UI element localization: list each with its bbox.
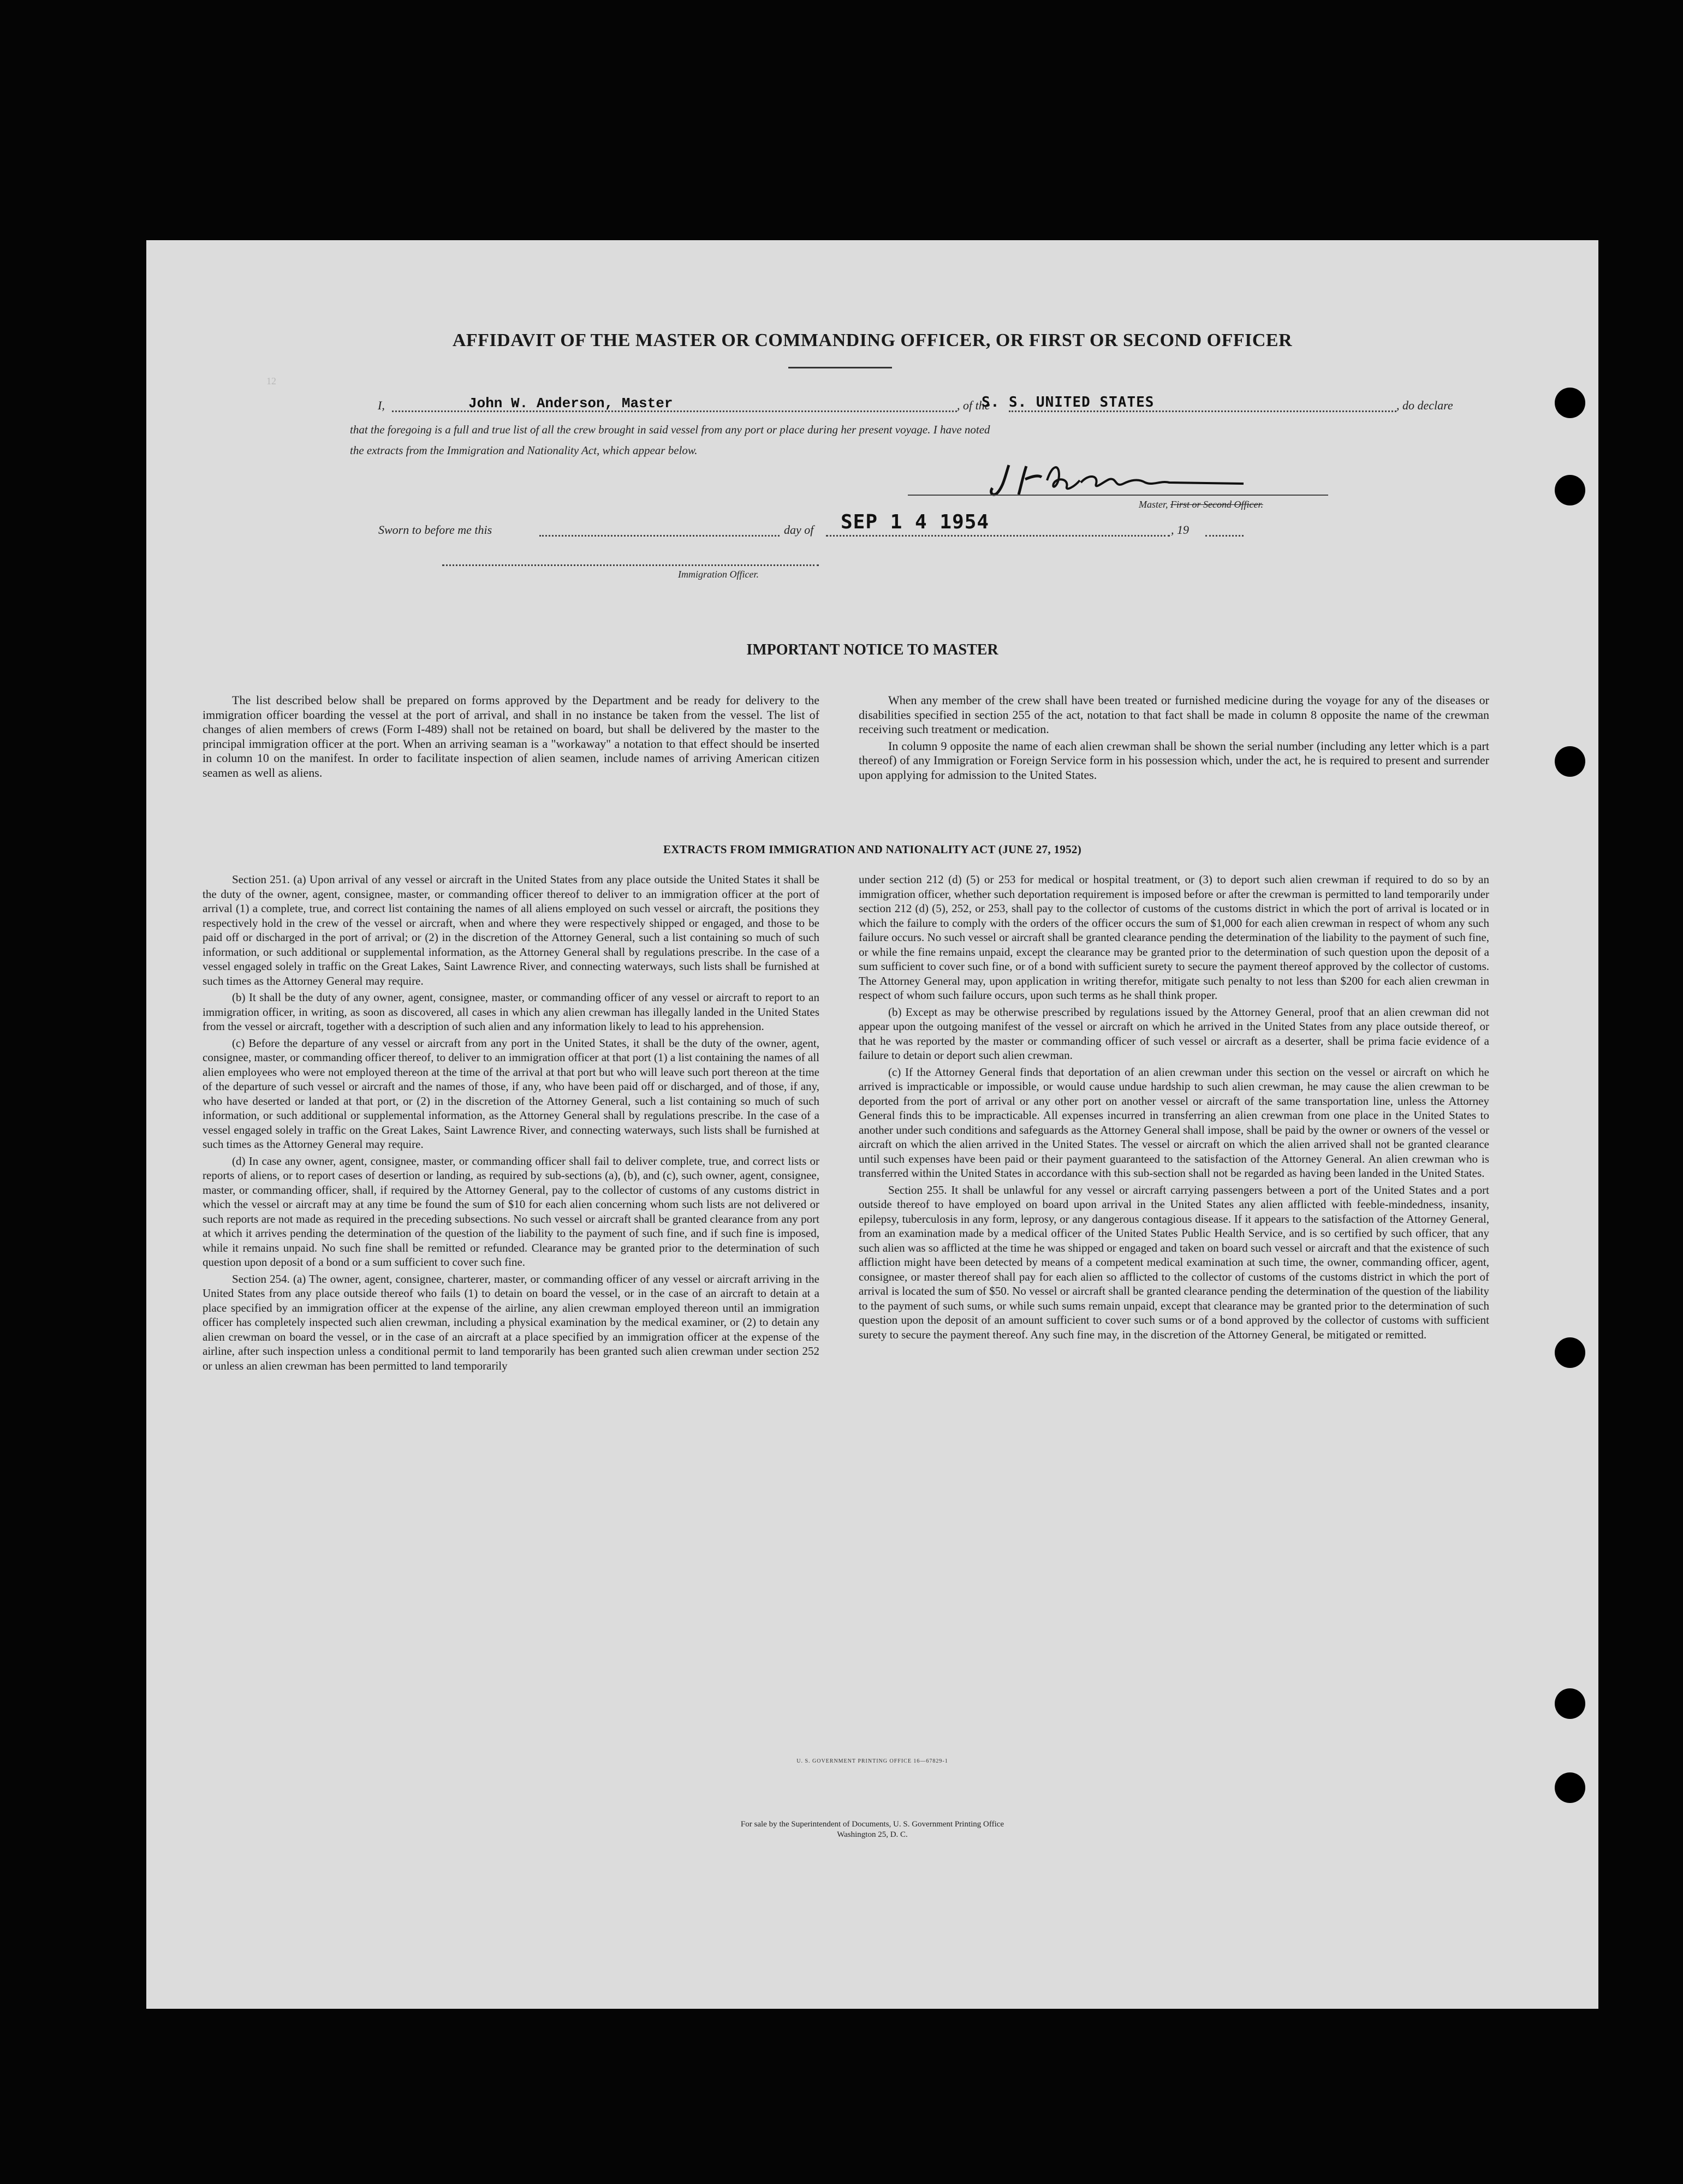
form-title: AFFIDAVIT OF THE MASTER OR COMMANDING OFFICER, OR FIRST OR SECOND OFFICER bbox=[452, 330, 1293, 350]
extract-paragraph: (d) In case any owner, agent, consignee, master, or commanding officer shall fail to deliver complete, true, and correct lists or reports of aliens, or to report cases of desertion or landing, as required by sub-sections (a), (b), and (c), such owner, agent, consignee, master, or commanding officer, shall, if required by the Attorney General, pay to the collector of customs of any customs district in which the vessel or aircraft may at any time be found the sum of $10 for each alien concerning whom such lists are not delivered or such reports are not made as required in the preceding subsections. No such vessel or aircraft shall be granted clearance from any port at which it arrives pending the determination of the question of the liability to the payment of such fine, and if such fine is imposed, while it remains unpaid. No such fine shall be remitted or refunded. Clearance may be granted prior to the determination of such question upon deposit of a bond or a sum sufficient to cover such fine. bbox=[203, 1154, 819, 1269]
extract-paragraph: Section 255. It shall be unlawful for any vessel or aircraft carrying passengers between a port of the United States and a port outside thereof to have employed on board upon arrival in the United States any alien afflicted with feeble-mindedness, insanity, epilepsy, tuberculosis in any form, leprosy, or any dangerous contagious disease. If it appears to the satisfaction of the Attorney General, from an examination made by a medical officer of the United States Public Health Service, and is so certified by such officer, that any such alien was so afflicted at the time he was shipped or engaged and taken on board such vessel or aircraft and that the existence of such affliction might have been detected by means of a competent medical examination at such time, the owner, commanding officer, agent, consignee, or master thereof shall pay for each alien so afflicted to the collector of customs of the customs district in which the port of arrival is located the sum of $50. No vessel or aircraft shall be granted clearance pending the determination of the question of the liability to the payment of such sums, or while such sums remain unpaid, except that clearance may be granted prior to the determination of such question upon the deposit of an amount sufficient to cover such sums or of a bond approved by the collector of customs with sufficient surety to secure the payment thereof. Any such fine may, in the discretion of the Attorney General, be mitigated or remitted. bbox=[859, 1183, 1489, 1341]
sworn-label: Sworn to before me this bbox=[378, 523, 492, 537]
signature-line bbox=[908, 495, 1328, 496]
binder-hole bbox=[1555, 746, 1585, 777]
officer-signature-line bbox=[442, 564, 819, 566]
master-signature bbox=[987, 459, 1271, 502]
vessel-field-value: S. S. UNITED STATES bbox=[982, 394, 1155, 410]
year-line bbox=[1205, 535, 1244, 537]
extract-paragraph: Section 251. (a) Upon arrival of any vessel or aircraft in the United States from any place outside the United States it shall be the duty of the owner, agent, consignee, master, or commanding officer thereof to deliver to an immigration officer at the port of arrival (1) a complete, true, and correct list containing the names of all aliens employed on such vessel or aircraft, the positions they respectively hold in the crew of the vessel or aircraft, when and where they were respectively shipped or engaged, and those to be paid off or discharged in the port of arrival; or (2) in the discretion of the Attorney General, such a list containing so much of such information, or such additional or supplemental information, as the Attorney General shall by regulations prescribe. In the case of a vessel engaged solely in traffic on the Great Lakes, Saint Lawrence River, and connecting waterways, such lists shall be furnished at such times as the Attorney General may require. bbox=[203, 873, 819, 987]
officer-label: Immigration Officer. bbox=[678, 569, 759, 580]
extract-paragraph: Section 254. (a) The owner, agent, consignee, charterer, master, or commanding officer of any vessel or aircraft arriving in the United States from any place outside thereof who fails (1) to detain on board the vessel, or in the case of an aircraft to detain at a place specified by an immigration officer at the expense of the airline, any alien crewman employed thereon until an immigration officer has completely inspected such alien crewman, including a physical examination by the medical examiner, or (2) to detain any alien crewman on board the vessel, or in the case of an aircraft at a place specified by an immigration officer at the expense of the airline, after such inspection unless a conditional permit to land temporarily has been granted such alien crewman under section 252 or unless an alien crewman has been permitted to land temporarily bbox=[203, 1272, 819, 1372]
extract-paragraph: (c) Before the departure of any vessel or aircraft from any port in the United States, it shall be the duty of the owner, agent, consignee, master, or commanding officer thereof, to deliver to an immigration officer at that port (1) a list containing the names of all alien employees who were not employed thereon at the time of the arrival at that port but who will leave such port thereon at the time of the departure of such vessel or aircraft and the names of those, if any, who have been paid off or discharged, and of those, if any, who have deserted or landed at that port, or (2) in the discretion of the Attorney General, such a list containing so much of such information, or such additional or supplemental information, as the Attorney General shall by regulations prescribe. In the case of a vessel engaged solely in traffic on the Great Lakes, Saint Lawrence River, and connecting waterways, such lists shall be furnished at such times as the Attorney General may require. bbox=[203, 1036, 819, 1151]
title-rule bbox=[788, 367, 892, 368]
year-prefix: , 19 bbox=[1171, 523, 1189, 537]
extract-paragraph: (b) Except as may be otherwise prescribed by regulations issued by the Attorney General, proof that an alien crewman did not appear upon the outgoing manifest of the vessel or aircraft on which he arrived in the United States from any place outside thereof, or that he was reported by the master or commanding officer of such vessel or aircraft as a deserter, shall be prima facie evidence of a failure to detain or deport such alien crewman. bbox=[859, 1005, 1489, 1062]
binder-hole bbox=[1555, 1337, 1585, 1368]
notice-paragraph: In column 9 opposite the name of each alien crewman shall be shown the serial number (including any letter which is a part thereof) of any Immigration or Foreign Service form in his possession which, under the act, he is required to present and surrender upon applying for admission to the United States. bbox=[859, 739, 1489, 782]
printer-line: U. S. GOVERNMENT PRINTING OFFICE 16—67829-1 bbox=[796, 1758, 948, 1764]
binder-hole bbox=[1555, 1688, 1585, 1719]
notice-right-column bbox=[859, 693, 1489, 784]
of-the-label: , of the bbox=[957, 398, 990, 412]
notice-paragraph: When any member of the crew shall have been treated or furnished medicine during the voyage for any of the diseases or disabilities specified in section 255 of the act, notation to that fact shall be made in column 8 opposite the name of the crewman receiving such treatment or medication. bbox=[859, 693, 1489, 736]
extracts-right-column bbox=[859, 872, 1489, 1344]
notice-paragraph: The list described below shall be prepared on forms approved by the Department and be ready for delivery to the immigration officer boarding the vessel at the port of arrival, and shall in no instance be taken from the vessel. The list of changes of alien members of crews (Form I-489) shall not be retained on board, but shall be delivered by the master to the principal immigration officer at the port. When an arriving seaman is a "workaway" a notation to that effect should be inserted in column 10 on the manifest. In order to facilitate inspection of alien seamen, include names of arriving American citizen seamen as well as aliens. bbox=[203, 693, 819, 779]
master-title-label: Master, First or Second Officer. bbox=[1139, 499, 1263, 510]
date-stamp: SEP 1 4 1954 bbox=[841, 511, 990, 533]
extracts-left-column bbox=[203, 872, 819, 1375]
notice-left-column bbox=[203, 693, 819, 782]
binder-hole bbox=[1555, 475, 1585, 505]
extract-paragraph: under section 212 (d) (5) or 253 for medical or hospital treatment, or (3) to deport such alien crewman if required to do so by an immigration officer, whether such deportation requirement is imposed before or after the crewman is permitted to land temporarily under section 212 (d) (5), 252, or 253, shall pay to the collector of customs of the customs district in which the port of arrival is located or in which the failure to comply with the orders of the officer occurs the sum of $1,000 for each alien crewman in respect of whom any such failure occurs. No such vessel or aircraft shall be granted clearance pending the determination of the liability to the payment of such fine, or while the fine remains unpaid, except the clearance may be granted prior to the determination of such question upon the deposit of a sum sufficient to cover such fine, or of a bond with sufficient surety to secure the payment thereof approved by the collector of customs. The Attorney General may, upon application in writing therefor, mitigate such penalty to not less than $200 for each alien crewman in respect of whom such failure occurs, upon such terms as he shall think proper. bbox=[859, 873, 1489, 1002]
sale-line-1: For sale by the Superintendent of Documents, U. S. Government Printing Office bbox=[740, 1820, 1004, 1829]
margin-mark: 12 bbox=[266, 376, 276, 386]
declaration-line-2: that the foregoing is a full and true list of all the crew brought in said vessel from any port or place during her present voyage. I have noted bbox=[350, 423, 990, 436]
binder-hole bbox=[1555, 1772, 1585, 1803]
vessel-field-line bbox=[1009, 410, 1396, 412]
notice-title: IMPORTANT NOTICE TO MASTER bbox=[746, 641, 998, 658]
form-page bbox=[146, 240, 1598, 2009]
extract-paragraph: (c) If the Attorney General finds that deportation of an alien crewman under this section on the vessel or aircraft on which he arrived is impracticable or impossible, or would cause undue hardship to such alien crewman, he may cause the alien crewman to be deported from the port of arrival or any other port on another vessel or aircraft of the same transportation line, unless the Attorney General finds this to be impracticable. All expenses incurred in transferring an alien crewman from one place in the United States to another under such conditions and safeguards as the Attorney General shall impose, shall be paid by the owner or owners of the vessel or aircraft on which the alien arrived in the United States. The vessel or aircraft on which the alien arrived shall not be granted clearance until such expenses have been paid or their payment guaranteed to the satisfaction of the Attorney General. An alien crewman who is transferred within the United States in accordance with this sub-section shall not be regarded as having been landed in the United States. bbox=[859, 1065, 1489, 1180]
declaration-lead: I, bbox=[378, 398, 385, 412]
name-field-value: John W. Anderson, Master bbox=[468, 395, 673, 412]
sworn-day-line bbox=[539, 535, 780, 537]
sale-line-2: Washington 25, D. C. bbox=[837, 1830, 908, 1839]
sale-notice bbox=[146, 1819, 1598, 1840]
extract-paragraph: (b) It shall be the duty of any owner, agent, consignee, master, or commanding officer of any vessel or aircraft to report to an immigration officer, in writing, as soon as discovered, all cases in which any alien crewman has illegally landed in the United States from the vessel or aircraft, together with a description of such alien and any information likely to lead to his apprehension. bbox=[203, 991, 819, 1033]
extracts-title: EXTRACTS FROM IMMIGRATION AND NATIONALITY ACT (JUNE 27, 1952) bbox=[663, 843, 1081, 856]
sworn-month-line bbox=[826, 535, 1170, 537]
declaration-line-3: the extracts from the Immigration and Nationality Act, which appear below. bbox=[350, 444, 698, 457]
day-of-label: day of bbox=[784, 523, 814, 537]
binder-hole bbox=[1555, 388, 1585, 418]
do-declare-label: , do declare bbox=[1396, 398, 1453, 412]
